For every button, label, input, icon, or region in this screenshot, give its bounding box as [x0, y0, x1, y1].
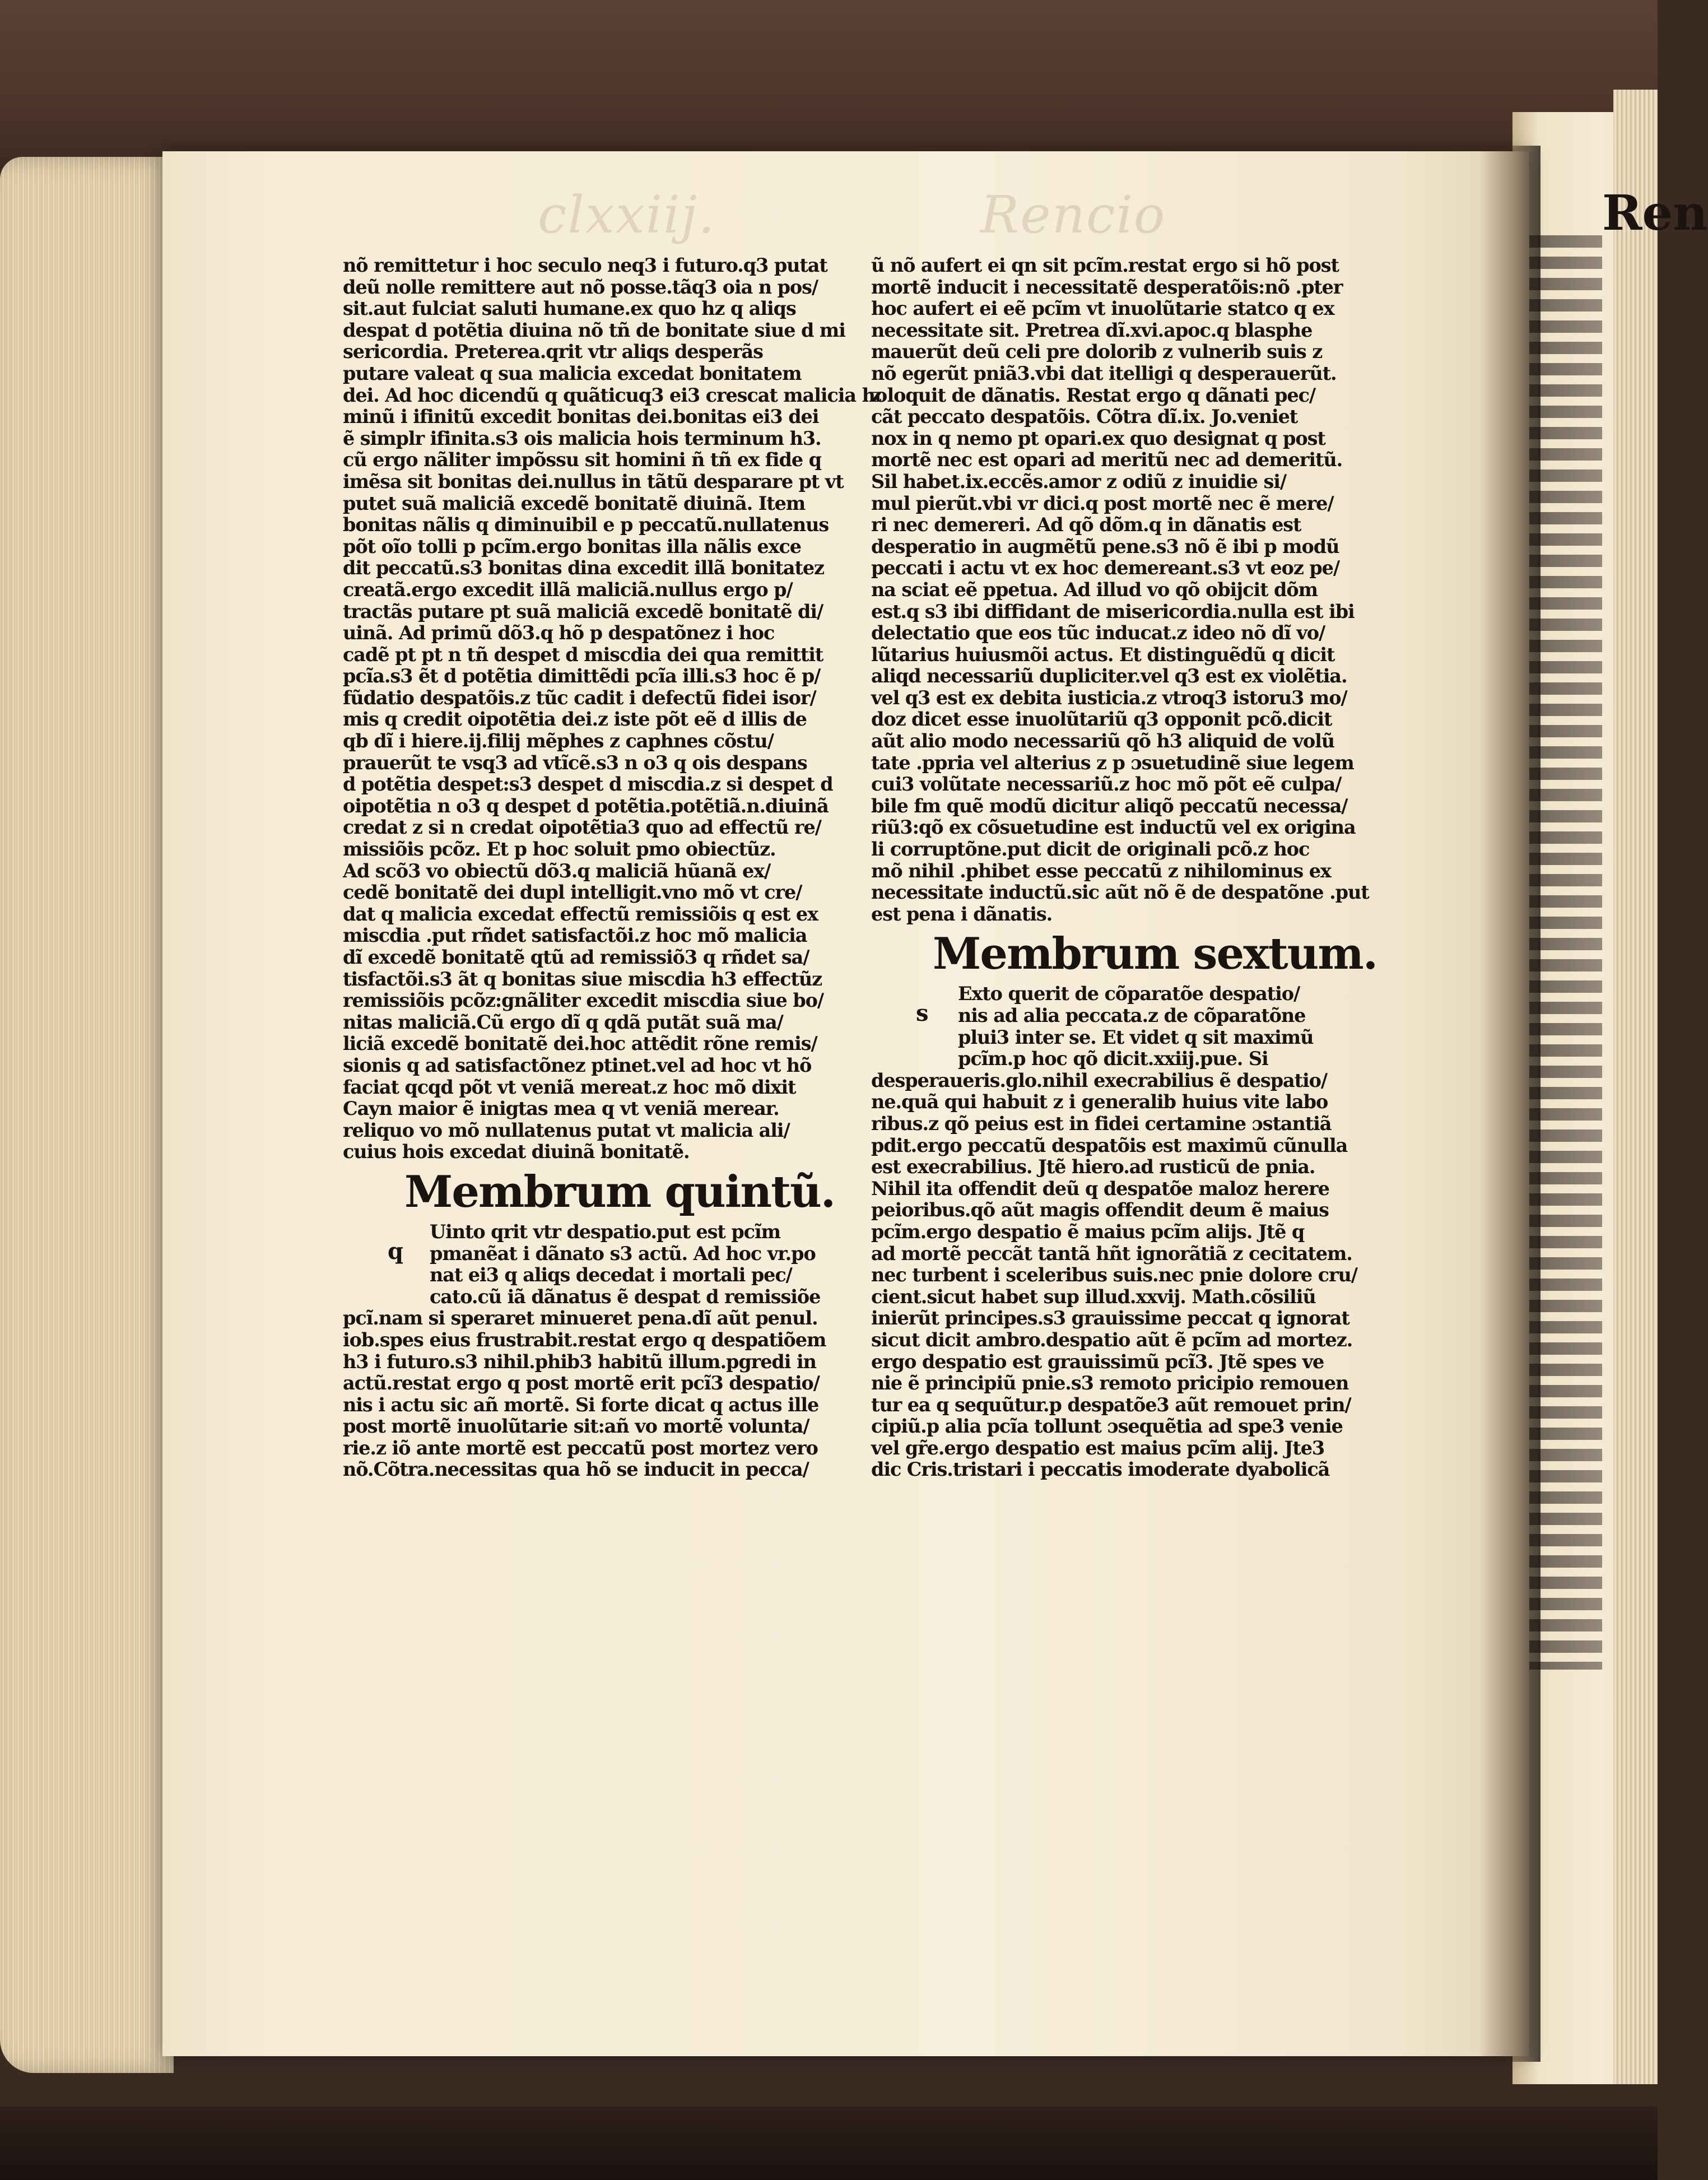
text-line: h3 i futuro.s3 nihil.phib3 habitũ illum.pgredi in — [343, 1350, 816, 1373]
recto-page-edge — [1613, 90, 1658, 2084]
text-column-left — [343, 254, 887, 1481]
text-line: pcĩa.s3 ẽt d potẽtia dimittẽdi pcĩa illi.s3 hoc ẽ p/ — [343, 665, 821, 687]
text-line: desperatio in augmẽtũ pene.s3 nõ ẽ ibi p modũ — [871, 535, 1339, 557]
text-line: pcĩm.p hoc qõ dicit.xxiij.pue. Si — [958, 1048, 1268, 1070]
text-line: põt oĩo tolli p pcĩm.ergo bonitas illa nãlis exce — [343, 535, 802, 557]
section-heading-membrum-quintum: Membrum quintũ. — [404, 1166, 835, 1217]
text-line: est execrabilius. Jtẽ hiero.ad rusticũ de pnia. — [871, 1156, 1315, 1178]
text-line: Exto querit de cõparatõe despatio/ — [958, 983, 1300, 1005]
text-line: cipiũ.p alia pcĩa tollunt ɔsequẽtia ad spe3 venie — [871, 1415, 1343, 1438]
text-line: uinã. Ad primũ dõ3.q hõ p despatõnez i hoc — [343, 622, 775, 644]
text-line: rie.z iõ ante mortẽ est peccatũ post mortez vero — [343, 1437, 818, 1459]
text-line: cadẽ pt pt n tñ despet d miscdia dei qua remittit — [343, 643, 823, 666]
text-line: reliquo vo mõ nullatenus putat vt malicia ali/ — [343, 1119, 790, 1141]
text-line: liciã excedẽ bonitatẽ dei.hoc attẽdit rõne remis/ — [343, 1033, 817, 1055]
text-line: fũdatio despatõis.z tũc cadit i defectũ fidei isor/ — [343, 686, 816, 709]
text-line: est.q s3 ibi diffidant de misericordia.nulla est ibi — [871, 600, 1355, 622]
text-line: Nihil ita offendit deũ q despatõe maloz herere — [871, 1177, 1329, 1200]
text-line: cãt peccato despatõis. Cõtra dĩ.ix. Jo.veniet — [871, 406, 1298, 428]
text-line: mortẽ nec est opari ad meritũ nec ad demeritũ. — [871, 449, 1343, 471]
text-line: tate .ppria vel alterius z p ɔsuetudinẽ siue legem — [871, 751, 1354, 774]
text-column-right — [871, 255, 1386, 1481]
text-line: hoc aufert ei eẽ pcĩm vt inuolũtarie statco q ex — [871, 298, 1334, 320]
text-line: cuius hois excedat diuinã bonitatẽ. — [343, 1141, 690, 1163]
text-line: bonitas nãlis q diminuibil e p peccatũ.nullatenus — [343, 514, 829, 536]
text-line: iob.spes eius frustrabit.restat ergo q despatiõem — [343, 1328, 826, 1351]
text-line: nõ egerũt pniã3.vbi dat itelligi q desperauerũt. — [871, 362, 1337, 384]
text-line: Sil habet.ix.eccẽs.amor z odiũ z inuidie si/ — [871, 470, 1286, 492]
text-line: nõ remittetur i hoc seculo neq3 i futuro.q3 putat — [343, 254, 827, 276]
right-column-text-after — [871, 983, 1386, 1481]
text-line: dei. Ad hoc dicendũ q quãticuq3 ei3 crescat malicia ho — [343, 384, 887, 406]
text-line: est pena i dãnatis. — [871, 903, 1053, 925]
guide-letter-left: q — [388, 1238, 403, 1265]
guide-letter-right: s — [916, 1000, 929, 1026]
text-line: remissiõis pcõz:gnãliter excedit miscdia siue bo/ — [343, 989, 824, 1012]
text-line: peccati i actu vt ex hoc demereant.s3 vt eoz pe/ — [871, 557, 1340, 579]
text-line: faciat qcqd põt vt veniã mereat.z hoc mõ dixit — [343, 1076, 796, 1098]
text-line: dit peccatũ.s3 bonitas dina excedit illã bonitatez — [343, 557, 824, 579]
text-line: putare valeat q sua malicia excedat bonitatem — [343, 362, 802, 384]
text-line: nitas maliciã.Cũ ergo dĩ q qdã putãt suã ma/ — [343, 1011, 783, 1033]
text-line: ribus.z qõ peius est in fidei certamine ɔstantiã — [871, 1112, 1332, 1135]
text-line: aũt alio modo necessariũ qõ h3 aliquid de volũ — [871, 730, 1334, 752]
running-head-right: Rencio — [980, 185, 1166, 245]
text-line: putet suã maliciã excedẽ bonitatẽ diuinã. Item — [343, 492, 806, 514]
background-bottom — [0, 2107, 1658, 2180]
text-line: tisfactõi.s3 ãt q bonitas siue miscdia h3 effectũz — [343, 968, 822, 990]
text-line: vel gr̃e.ergo despatio est maius pcĩm alij. Jte3 — [871, 1437, 1325, 1459]
text-line: nie ẽ principiũ pnie.s3 remoto pricipio remouen — [871, 1372, 1349, 1395]
text-line: tractãs putare pt suã maliciã excedẽ bonitatẽ di/ — [343, 600, 823, 622]
left-column-text-before — [343, 254, 887, 1163]
text-line: pmanẽat i dãnato s3 actũ. Ad hoc vr.po — [430, 1242, 816, 1265]
text-line: z loquit de dãnatis. Restat ergo q dãnati pec/ — [871, 384, 1316, 406]
text-line: creatã.ergo excedit illã maliciã.nullus ergo p/ — [343, 578, 793, 601]
text-line: dĩ excedẽ bonitatẽ qtũ ad remissiõ3 q rñdet sa/ — [343, 946, 809, 968]
text-line: aliqd necessariũ dupliciter.vel q3 est ex violẽtia. — [871, 665, 1347, 687]
text-line: nat ei3 q aliqs decedat i mortali pec/ — [430, 1264, 792, 1286]
text-line: miscdia .put rñdet satisfactõi.z hoc mõ malicia — [343, 924, 807, 947]
text-line: necessitate inductũ.sic aũt nõ ẽ de despatõne .put — [871, 881, 1369, 904]
text-line: doz dicet esse inuolũtariũ q3 opponit pcõ.dicit — [871, 708, 1332, 731]
text-line: bile fm quẽ modũ dicitur aliqõ peccatũ necessa/ — [871, 794, 1348, 817]
text-line: tur ea q sequũtur.p despatõe3 aũt remouet prin/ — [871, 1393, 1351, 1416]
section-heading-membrum-sextum: Membrum sextum. — [933, 928, 1377, 980]
text-line: imẽsa sit bonitas dei.nullus in tãtũ desparare pt vt — [343, 470, 844, 492]
text-line: sit.aut fulciat saluti humane.ex quo hz q aliqs — [343, 298, 796, 320]
text-line: pcĩ.nam si speraret minueret pena.dĩ aũt penul. — [343, 1307, 818, 1330]
text-line: li corruptõne.put dicit de originali pcõ.z hoc — [871, 838, 1310, 861]
text-line: qb dĩ i hiere.ij.filij mẽphes z caphnes cõstu/ — [343, 730, 774, 752]
text-line: mauerũt deũ celi pre dolorib z vulnerib suis z — [871, 341, 1323, 363]
text-line: ri nec demereri. Ad qõ dõm.q in dãnatis est — [871, 514, 1301, 536]
gutter-shadow — [1479, 146, 1541, 2062]
text-line: plui3 inter se. Et videt q sit maximũ — [958, 1026, 1314, 1048]
text-line: credat z si n credat oipotẽtia3 quo ad effectũ re/ — [343, 816, 821, 839]
text-line: riũ3:qõ ex cõsuetudine est inductũ vel ex origina — [871, 816, 1356, 839]
text-line: despat d potẽtia diuina nõ tñ de bonitate siue d mi — [343, 319, 845, 341]
text-line: nis ad alia peccata.z de cõparatõne — [958, 1005, 1306, 1026]
text-line: sionis q ad satisfactõnez ptinet.vel ad hoc vt hõ — [343, 1054, 812, 1076]
text-line: ũ nõ aufert ei qn sit pcĩm.restat ergo si hõ post — [871, 254, 1339, 276]
text-line: d potẽtia despet:s3 despet d miscdia.z si despet d — [343, 773, 833, 796]
text-line: mõ nihil .phibet esse peccatũ z nihilominus ex — [871, 859, 1331, 882]
text-line: Cayn maior ẽ inigtas mea q vt veniã merear. — [343, 1098, 779, 1120]
text-line: mul pierũt.vbi vr dici.q post mortẽ nec ẽ mere/ — [871, 492, 1334, 514]
text-line: desperaueris.glo.nihil execrabilius ẽ despatio/ — [871, 1069, 1328, 1091]
recto-running-head: Ren — [1602, 185, 1708, 241]
page-stack-edge — [0, 157, 174, 2073]
text-line: sicut dicit ambro.despatio aũt ẽ pcĩm ad mortez. — [871, 1328, 1353, 1351]
text-line: ẽ simplr ifinita.s3 ois malicia hois terminum h3. — [343, 427, 821, 449]
text-line: inierũt principes.s3 grauissime peccat q ignorat — [871, 1307, 1349, 1330]
left-column-text-after — [343, 1221, 836, 1481]
text-line: na sciat eẽ ppetua. Ad illud vo qõ obijcit dõm — [871, 578, 1318, 601]
text-line: mortẽ inducit i necessitatẽ desperatõis:nõ .pter — [871, 276, 1343, 298]
text-line: nõ.Cõtra.necessitas qua hõ se inducit in pecca/ — [343, 1458, 809, 1481]
text-line: mis q credit oipotẽtia dei.z iste põt eẽ d illis de — [343, 708, 807, 731]
text-line: necessitate sit. Pretrea dĩ.xvi.apoc.q blasphe — [871, 319, 1313, 341]
text-line: ad mortẽ peccãt tantã hñt ignorãtiã z cecitatem. — [871, 1242, 1352, 1265]
text-line: peioribus.qõ aũt magis offendit deum ẽ maius — [871, 1199, 1329, 1221]
text-line: prauerũt te vsq3 ad vtĩcẽ.s3 n o3 q ois despans — [343, 751, 807, 774]
text-line: pdit.ergo peccatũ despatõis est maximũ cũnulla — [871, 1134, 1348, 1156]
text-line: cedẽ bonitatẽ dei dupl intelligit.vno mõ vt cre/ — [343, 881, 802, 904]
text-line: ne.quã qui habuit z i generalib huius vite labo — [871, 1091, 1328, 1113]
text-line: nis i actu sic añ mortẽ. Si forte dicat q actus ille — [343, 1393, 819, 1416]
text-line: post mortẽ inuolũtarie sit:añ vo mortẽ volunta/ — [343, 1415, 809, 1438]
text-line: ergo despatio est grauissimũ pcĩ3. Jtẽ spes ve — [871, 1350, 1324, 1373]
text-line: Ad scõ3 vo obiectũ dõ3.q maliciã hũanã ex/ — [343, 859, 771, 882]
text-line: nec turbent i sceleribus suis.nec pnie dolore cru/ — [871, 1264, 1357, 1286]
background-top — [0, 0, 1658, 168]
text-line: dat q malicia excedat effectũ remissiõis q est ex — [343, 903, 818, 925]
text-line: lũtarius huiusmõi actus. Et distinguẽdũ q dicit — [871, 643, 1335, 666]
text-line: oipotẽtia n o3 q despet d potẽtia.potẽtiã.n.diuinã — [343, 794, 829, 817]
text-line: minũ i ifinitũ excedit bonitas dei.bonitas ei3 dei — [343, 406, 819, 428]
text-line: vel q3 est ex debita iusticia.z vtroq3 istoru3 mo/ — [871, 686, 1347, 709]
text-line: sericordia. Preterea.qrit vtr aliqs desperãs — [343, 341, 763, 363]
text-line: cui3 volũtate necessariũ.z hoc mõ põt eẽ culpa/ — [871, 773, 1342, 796]
text-line: pcĩm.ergo despatio ẽ maius pcĩm alijs. Jtẽ q — [871, 1220, 1305, 1243]
text-line: cient.sicut habet sup illud.xxvij. Math.cõsiliũ — [871, 1285, 1316, 1308]
text-line: nox in q nemo pt opari.ex quo designat q post — [871, 427, 1325, 449]
text-line: actũ.restat ergo q post mortẽ erit pcĩ3 despatio/ — [343, 1372, 820, 1395]
text-line: missiõis pcõz. Et p hoc soluit pmo obiectũz. — [343, 838, 776, 861]
running-head-left: clxxiij. — [538, 185, 716, 245]
text-line: dic Cris.tristari i peccatis imoderate dyabolicã — [871, 1458, 1330, 1481]
text-line: delectatio que eos tũc inducat.z ideo nõ dĩ vo/ — [871, 622, 1325, 644]
text-line: cũ ergo nãliter impõssu sit homini ñ tñ ex fide q — [343, 449, 821, 471]
text-line: deũ nolle remittere aut nõ posse.tãq3 oia n pos/ — [343, 276, 818, 298]
right-column-text-before — [871, 255, 1386, 925]
text-line: cato.cũ iã dãnatus ẽ despat d remissiõe — [430, 1285, 821, 1308]
text-line: Uinto qrit vtr despatio.put est pcĩm — [430, 1220, 780, 1243]
